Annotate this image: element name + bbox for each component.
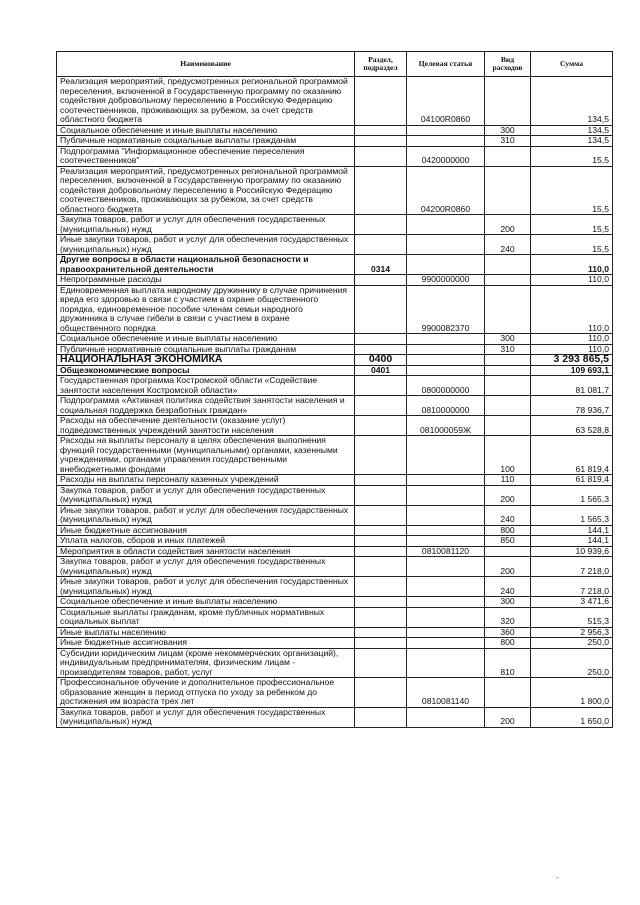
row-name: Профессиональное обучение и дополнительное профессиональное образование женщин в период отпуска по уходу за ребенком до достижения им возраста трех лет <box>57 678 355 708</box>
row-name: Подпрограмма «Активная политика содействия занятости населения и социальная поддержка безработных граждан» <box>57 396 355 416</box>
budget-table <box>56 51 613 728</box>
row-sum: 110,0 <box>531 344 613 355</box>
row-type <box>485 285 531 334</box>
row-type: 110 <box>485 475 531 486</box>
row-article <box>407 485 485 505</box>
row-article <box>407 707 485 727</box>
row-article <box>407 215 485 235</box>
row-sum: 81 081,7 <box>531 376 613 396</box>
row-article: 9900000000 <box>407 275 485 286</box>
row-article: 0810000000 <box>407 396 485 416</box>
row-name: Непрограммные расходы <box>57 275 355 286</box>
row-type <box>485 365 531 376</box>
row-type: 300 <box>485 597 531 608</box>
row-type <box>485 546 531 557</box>
row-section <box>355 396 407 416</box>
budget-table-sheet <box>56 51 612 728</box>
row-type: 800 <box>485 525 531 536</box>
row-article <box>407 597 485 608</box>
header-row <box>57 52 613 77</box>
table-row <box>57 285 613 334</box>
row-name: Расходы на выплаты персоналу в целях обеспечения выполнения функций государственными (муниципальными) органами, казенными учреждениями, органами управления государственными внебюджетными фондами <box>57 436 355 475</box>
row-name: Расходы на обеспечение деятельности (оказание услуг) подведомственных учреждений занятости населения <box>57 416 355 436</box>
row-article <box>407 525 485 536</box>
row-type <box>485 376 531 396</box>
row-sum: 1 800,0 <box>531 678 613 708</box>
table-body <box>57 77 613 728</box>
table-row <box>57 436 613 475</box>
row-section <box>355 285 407 334</box>
row-sum: 110,0 <box>531 285 613 334</box>
row-sum: 61 819,4 <box>531 475 613 486</box>
table-row <box>57 525 613 536</box>
row-sum: 1 650,0 <box>531 707 613 727</box>
row-section <box>355 146 407 166</box>
row-section: 0314 <box>355 255 407 275</box>
row-article <box>407 365 485 376</box>
row-type <box>485 77 531 126</box>
row-name: Закупка товаров, работ и услуг для обеспечения государственных (муниципальных) нужд <box>57 707 355 727</box>
page-mark: - <box>556 873 559 882</box>
row-sum: 78 936,7 <box>531 396 613 416</box>
row-sum: 1 565,3 <box>531 485 613 505</box>
row-section <box>355 505 407 525</box>
row-section <box>355 678 407 708</box>
row-section <box>355 597 407 608</box>
row-article: 04100R0860 <box>407 77 485 126</box>
row-name: Социальные выплаты гражданам, кроме публичных нормативных социальных выплат <box>57 607 355 627</box>
row-section <box>355 475 407 486</box>
row-sum: 134,5 <box>531 77 613 126</box>
row-section: 0401 <box>355 365 407 376</box>
row-article: 04200R0860 <box>407 166 485 215</box>
header-section: Раздел, подраздел <box>355 52 407 77</box>
row-section <box>355 334 407 345</box>
row-type: 200 <box>485 707 531 727</box>
row-article <box>407 125 485 136</box>
row-name: Иные выплаты населению <box>57 627 355 638</box>
row-type: 360 <box>485 627 531 638</box>
row-name: Социальное обеспечение и иные выплаты населению <box>57 597 355 608</box>
row-article <box>407 577 485 597</box>
table-row <box>57 707 613 727</box>
header-name: Наименование <box>57 52 355 77</box>
row-sum: 10 939,6 <box>531 546 613 557</box>
table-row <box>57 365 613 376</box>
row-sum: 250,0 <box>531 638 613 649</box>
row-section <box>355 215 407 235</box>
row-name: Реализация мероприятий, предусмотренных региональной программой переселения, включенной в Государственную программу по оказанию содействия добровольному переселению в Российскую Федерацию соотечественников, проживающих за рубежом, за счет средств областного бюджета <box>57 77 355 126</box>
row-name: Социальное обеспечение и иные выплаты населению <box>57 125 355 136</box>
row-article <box>407 638 485 649</box>
row-article <box>407 557 485 577</box>
row-article: 0810081140 <box>407 678 485 708</box>
table-row <box>57 255 613 275</box>
row-section <box>355 376 407 396</box>
row-sum: 144,1 <box>531 525 613 536</box>
row-sum: 7 218,0 <box>531 577 613 597</box>
row-type: 850 <box>485 536 531 547</box>
row-sum: 63 528,8 <box>531 416 613 436</box>
row-type: 240 <box>485 577 531 597</box>
row-section <box>355 525 407 536</box>
row-article <box>407 255 485 275</box>
row-type: 200 <box>485 485 531 505</box>
row-name: Общеэкономические вопросы <box>57 365 355 376</box>
row-name: Единовременная выплата народному дружиннику в случае причинения вреда его здоровью в связи с участием в охране общественного порядка, единовременное пособие членам семьи народного дружинника в случае гибели в связи с участием в охране общественного порядка <box>57 285 355 334</box>
row-type <box>485 355 531 366</box>
table-row <box>57 235 613 255</box>
row-name: Иные закупки товаров, работ и услуг для обеспечения государственных (муниципальных) нужд <box>57 235 355 255</box>
table-row <box>57 396 613 416</box>
row-name: Закупка товаров, работ и услуг для обеспечения государственных (муниципальных) нужд <box>57 215 355 235</box>
table-row <box>57 275 613 286</box>
row-section <box>355 125 407 136</box>
row-section <box>355 557 407 577</box>
table-row <box>57 215 613 235</box>
row-name: Публичные нормативные социальные выплаты гражданам <box>57 344 355 355</box>
table-row <box>57 166 613 215</box>
row-sum: 110,0 <box>531 334 613 345</box>
row-name: Расходы на выплаты персоналу казенных учреждений <box>57 475 355 486</box>
header-sum: Сумма <box>531 52 613 77</box>
row-article <box>407 344 485 355</box>
row-sum: 3 471,6 <box>531 597 613 608</box>
row-name: Иные бюджетные ассигнования <box>57 525 355 536</box>
table-row <box>57 638 613 649</box>
row-name: Иные закупки товаров, работ и услуг для обеспечения государственных (муниципальных) нужд <box>57 505 355 525</box>
table-row <box>57 678 613 708</box>
row-section <box>355 77 407 126</box>
row-type: 200 <box>485 557 531 577</box>
row-type: 200 <box>485 215 531 235</box>
row-article: 0800000000 <box>407 376 485 396</box>
row-type: 300 <box>485 125 531 136</box>
row-article <box>407 355 485 366</box>
row-section <box>355 235 407 255</box>
table-row <box>57 505 613 525</box>
table-row <box>57 146 613 166</box>
row-article: 081000059Ж <box>407 416 485 436</box>
row-section <box>355 166 407 215</box>
row-type: 310 <box>485 136 531 147</box>
row-article <box>407 607 485 627</box>
row-type <box>485 678 531 708</box>
table-row <box>57 485 613 505</box>
row-article <box>407 475 485 486</box>
row-sum: 2 956,3 <box>531 627 613 638</box>
table-row <box>57 546 613 557</box>
row-type: 300 <box>485 334 531 345</box>
row-name: Мероприятия в области содействия занятости населения <box>57 546 355 557</box>
row-type: 800 <box>485 638 531 649</box>
row-name: НАЦИОНАЛЬНАЯ ЭКОНОМИКА <box>57 355 355 366</box>
row-type <box>485 255 531 275</box>
row-section <box>355 136 407 147</box>
row-name: Другие вопросы в области национальной безопасности и правоохранительной деятельности <box>57 255 355 275</box>
table-row <box>57 627 613 638</box>
row-sum: 61 819,4 <box>531 436 613 475</box>
row-article <box>407 648 485 678</box>
row-name: Закупка товаров, работ и услуг для обеспечения государственных (муниципальных) нужд <box>57 557 355 577</box>
row-article: 0810081120 <box>407 546 485 557</box>
row-article <box>407 136 485 147</box>
row-section <box>355 416 407 436</box>
row-name: Государственная программа Костромской области «Содействие занятости населения Костромской области» <box>57 376 355 396</box>
table-row <box>57 334 613 345</box>
row-section <box>355 436 407 475</box>
row-article: 0420000000 <box>407 146 485 166</box>
row-type <box>485 275 531 286</box>
row-sum: 134,5 <box>531 125 613 136</box>
row-type: 810 <box>485 648 531 678</box>
row-section <box>355 607 407 627</box>
row-sum: 109 693,1 <box>531 365 613 376</box>
table-row <box>57 475 613 486</box>
table-row <box>57 607 613 627</box>
row-article <box>407 505 485 525</box>
header-type: Вид расходов <box>485 52 531 77</box>
row-sum: 144,1 <box>531 536 613 547</box>
table-row <box>57 125 613 136</box>
row-type <box>485 166 531 215</box>
row-sum: 7 218,0 <box>531 557 613 577</box>
row-name: Субсидии юридическим лицам (кроме некоммерческих организаций), индивидуальным предпринимателям, физическим лицам - производителям товаров, работ, услуг <box>57 648 355 678</box>
row-article: 9900082370 <box>407 285 485 334</box>
row-sum: 515,3 <box>531 607 613 627</box>
table-row <box>57 355 613 366</box>
row-type: 100 <box>485 436 531 475</box>
row-section <box>355 707 407 727</box>
row-article <box>407 235 485 255</box>
row-type: 320 <box>485 607 531 627</box>
table-row <box>57 136 613 147</box>
row-type <box>485 146 531 166</box>
row-sum: 134,5 <box>531 136 613 147</box>
row-sum: 15,5 <box>531 146 613 166</box>
row-sum: 250,0 <box>531 648 613 678</box>
row-name: Иные закупки товаров, работ и услуг для обеспечения государственных (муниципальных) нужд <box>57 577 355 597</box>
row-sum: 15,5 <box>531 215 613 235</box>
row-article <box>407 436 485 475</box>
table-row <box>57 77 613 126</box>
row-section <box>355 638 407 649</box>
row-section: 0400 <box>355 355 407 366</box>
row-section <box>355 627 407 638</box>
row-type: 310 <box>485 344 531 355</box>
table-row <box>57 376 613 396</box>
row-sum: 110,0 <box>531 255 613 275</box>
row-article <box>407 334 485 345</box>
row-section <box>355 546 407 557</box>
row-section <box>355 275 407 286</box>
row-name: Закупка товаров, работ и услуг для обеспечения государственных (муниципальных) нужд <box>57 485 355 505</box>
row-name: Подпрограмма "Информационное обеспечение переселения соотечественников" <box>57 146 355 166</box>
table-row <box>57 416 613 436</box>
row-sum: 3 293 865,5 <box>531 355 613 366</box>
row-sum: 15,5 <box>531 166 613 215</box>
row-name: Реализация мероприятий, предусмотренных региональной программой переселения, включенной в Государственную программу по оказанию содействия добровольному переселению в Российскую Федерацию соотечественников, проживающих за рубежом, за счет средств областного бюджета <box>57 166 355 215</box>
header-article: Целевая статья <box>407 52 485 77</box>
table-row <box>57 557 613 577</box>
row-sum: 110,0 <box>531 275 613 286</box>
row-section <box>355 485 407 505</box>
row-section <box>355 536 407 547</box>
row-name: Уплата налогов, сборов и иных платежей <box>57 536 355 547</box>
row-type: 240 <box>485 235 531 255</box>
row-type: 240 <box>485 505 531 525</box>
row-name: Социальное обеспечение и иные выплаты населению <box>57 334 355 345</box>
row-sum: 15,5 <box>531 235 613 255</box>
table-row <box>57 648 613 678</box>
row-type <box>485 416 531 436</box>
row-name: Иные бюджетные ассигнования <box>57 638 355 649</box>
table-row <box>57 577 613 597</box>
row-section <box>355 648 407 678</box>
row-article <box>407 536 485 547</box>
row-section <box>355 577 407 597</box>
row-article <box>407 627 485 638</box>
table-row <box>57 536 613 547</box>
row-sum: 1 565,3 <box>531 505 613 525</box>
row-type <box>485 396 531 416</box>
table-row <box>57 597 613 608</box>
row-name: Публичные нормативные социальные выплаты гражданам <box>57 136 355 147</box>
